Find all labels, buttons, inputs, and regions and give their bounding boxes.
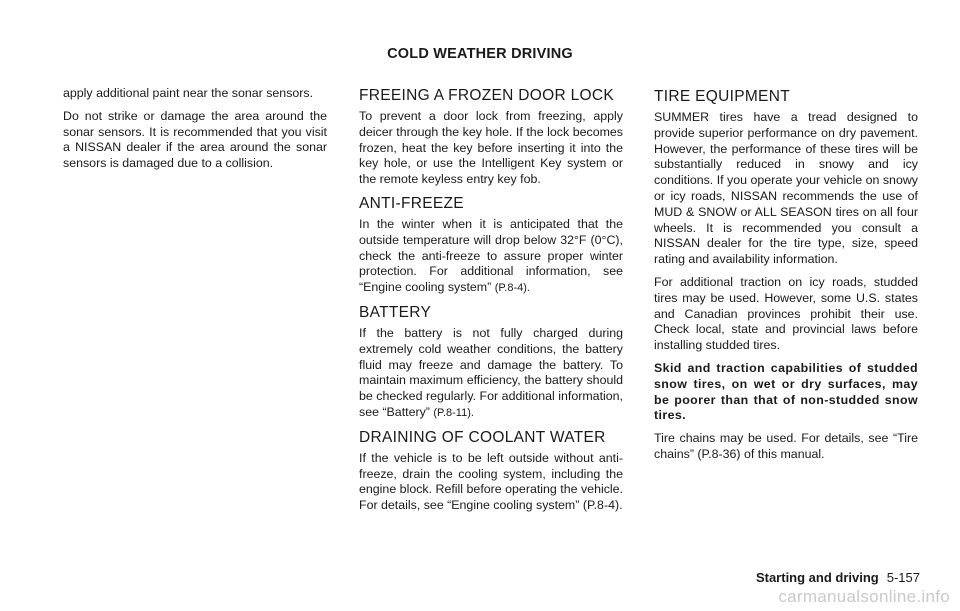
- paragraph: [359, 326, 623, 422]
- paragraph-text: In the winter when it is anticipated that the outside temperature will drop below 32°F (0°C), check the anti-freeze to assure proper winter protection. For additional information, see “Engine cooling system”: [359, 216, 623, 295]
- bold-warning-note: Skid and traction capabilities of studded snow tires, on wet or dry surfaces, may be poorer than that of non-studded snow tires.: [654, 360, 918, 423]
- section-heading-freeing-door-lock: FREEING A FROZEN DOOR LOCK: [359, 87, 614, 104]
- paragraph: Tire chains may be used. For details, see “Tire chains” (P.8-36) of this manual.: [654, 431, 918, 461]
- section-heading-tire-equipment: TIRE EQUIPMENT: [654, 88, 790, 105]
- paragraph: To prevent a door lock from freezing, apply deicer through the key hole. If the lock becomes frozen, heat the key before inserting it into the key hole, or use the Intelligent Key system or the remote keyless entry key fob.: [359, 109, 623, 187]
- paragraph: Do not strike or damage the area around the sonar sensors. It is recommended that you visit a NISSAN dealer if the area around the sonar sensors is damaged due to a collision.: [63, 108, 327, 171]
- column-1: [63, 86, 327, 179]
- paragraph: [359, 217, 623, 297]
- paragraph: If the vehicle is to be left outside without anti-freeze, drain the cooling system, including the engine block. Refill before operating the vehicle. For details, see “Engine cooling system” (P.8-4).: [359, 450, 623, 513]
- column-3: [654, 86, 918, 470]
- paragraph: apply additional paint near the sonar sensors.: [63, 86, 314, 100]
- paragraph-text: If the battery is not fully charged during extremely cold weather conditions, the battery fluid may freeze and damage the battery. To maintain maximum efficiency, the battery should be checked regularly. For additional information, see “Battery”: [359, 325, 623, 419]
- page-reference: (P.8-11).: [433, 406, 474, 419]
- paragraph: For additional traction on icy roads, studded tires may be used. However, some U.S. states and Canadian provinces prohibit their use. Check local, state and provincial laws before installing studded tires.: [654, 274, 918, 353]
- page-footer: [756, 570, 920, 585]
- page-reference: (P.8-4).: [494, 282, 530, 295]
- section-heading-battery: BATTERY: [359, 303, 432, 321]
- paragraph: SUMMER tires have a tread designed to provide superior performance on dry pavement. However, the performance of these tires will be substantially reduced in snowy and icy conditions. If you operate your vehicle on snowy or icy roads, NISSAN recommends the use of MUD & SNOW or ALL SEASON tires on all four wheels. It is recommended you consult a NISSAN dealer for the tire type, size, speed rating and availability information.: [654, 110, 918, 267]
- watermark: carmanualsonline.info: [778, 587, 950, 606]
- section-heading-anti-freeze: ANTI-FREEZE: [359, 194, 464, 212]
- page-header: COLD WEATHER DRIVING: [387, 46, 573, 62]
- section-heading-draining-coolant: DRAINING OF COOLANT WATER: [359, 428, 606, 446]
- page-number: 5-157: [886, 570, 920, 585]
- footer-section-title: Starting and driving: [755, 570, 879, 585]
- column-2: [359, 86, 623, 521]
